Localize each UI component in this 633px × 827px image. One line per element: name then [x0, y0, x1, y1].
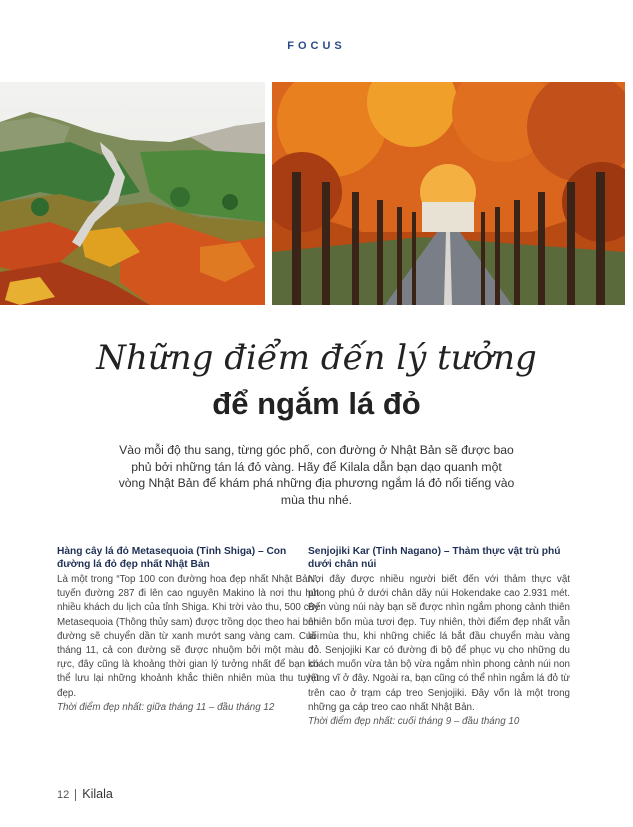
article-column-right: [308, 546, 570, 729]
mountain-autumn-photo: [0, 82, 265, 305]
article-heading: Senjojiki Kar (Tỉnh Nagano) – Thảm thực vật trù phú dưới chân núi: [308, 546, 561, 570]
best-time-note: Thời điểm đẹp nhất: giữa tháng 11 – đầu tháng 12: [57, 701, 275, 713]
article-body: Là một trong “Top 100 con đường hoa đẹp nhất Nhật Bản”, tuyến đường 287 đi lên cao nguyên Makino là nơi thu hút nhiều khách du lịch của tỉnh Shiga. Khi trời vào thu, 500 cây Metasequoia (Thông thủy sam) được trồng dọc theo hai bên đường sẽ chuyển dần từ xanh mướt sang vàng cam. Cuối tháng 11, cả con đường sẽ được nhuộm bởi một màu đỏ rực, đây cũng là khoảng thời gian lý tưởng nhất để bạn có thể lưu lại những khoảnh khắc thiên nhiên mùa thu tuyệt đẹp.: [57, 574, 319, 699]
intro-paragraph: Vào mỗi độ thu sang, từng góc phố, con đường ở Nhật Bản sẽ được bao phủ bởi những tán lá đỏ vàng. Hãy để Kilala dẫn bạn dạo quanh một vòng Nhật Bản để khám phá những địa phương ngắm lá đỏ nổi tiếng vào mùa thu nhé.: [118, 443, 515, 507]
magazine-name: Kilala: [82, 787, 113, 801]
article-heading: Hàng cây lá đỏ Metasequoia (Tỉnh Shiga) – Con đường lá đỏ đẹp nhất Nhật Bản: [57, 546, 287, 570]
headline-line-1: Những điểm đến lý tưởng: [96, 338, 537, 378]
page-number: 12: [57, 789, 70, 801]
metasequoia-road-photo: [272, 82, 625, 305]
article-body: Nơi đây được nhiều người biết đến với thảm thực vật phong phú ở dưới chân dãy núi Hokendake cao 2.931 mét. Đến vùng núi này bạn sẽ được nhìn ngắm phong cảnh thiên nhiên bốn mùa tươi đẹp. Tuy nhiên, thời điểm đẹp nhất vẫn là mùa thu, khi những chiếc lá bắt đầu chuyển màu vàng đỏ. Senjojiki Kar có đường đi bộ để phục vụ cho những du khách muốn vừa tản bộ vừa ngắm nhìn phong cảnh núi non hùng vĩ ở đây. Ngoài ra, bạn cũng có thể nhìn ngắm lá đỏ từ trên cao ở trạm cáp treo Senjojiki. Đây vốn là một trong những ga cáp treo cao nhất Nhật Bản.: [308, 574, 570, 713]
best-time-note: Thời điểm đẹp nhất: cuối tháng 9 – đầu tháng 10: [308, 716, 520, 728]
article-column-left: [57, 546, 319, 715]
section-label: FOCUS: [287, 40, 346, 52]
footer-divider: [75, 789, 76, 801]
headline-line-2: để ngắm lá đỏ: [212, 386, 421, 421]
page-footer: [57, 787, 113, 801]
